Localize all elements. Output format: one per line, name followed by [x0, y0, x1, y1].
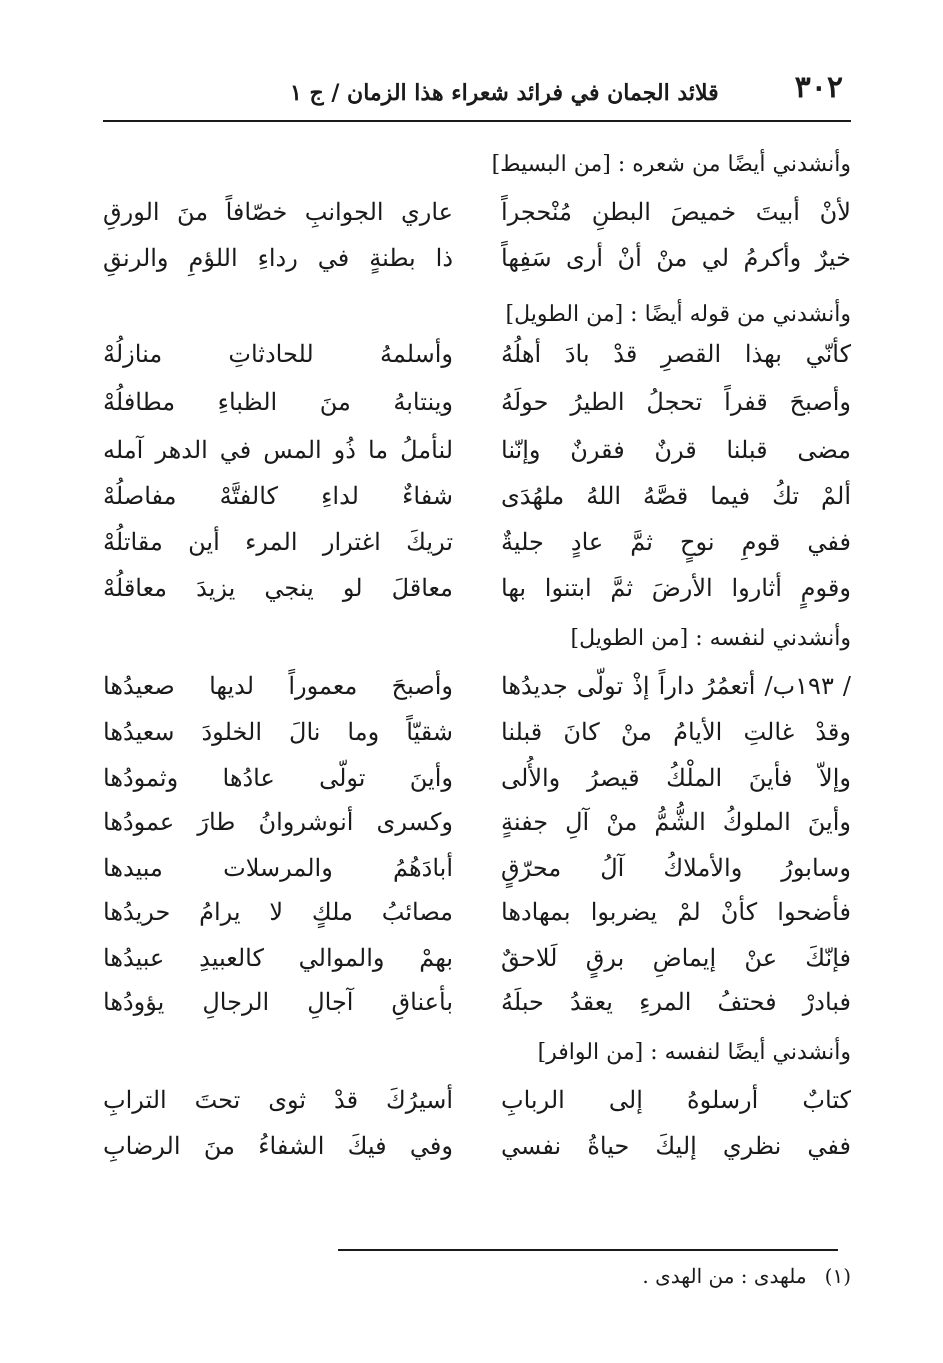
verse-second-hemistich: تريكَ اغترار المرء أين مقاتلُهْ — [103, 528, 453, 556]
verse-second-hemistich: بأعناقِ آجالِ الرجالِ يؤودُها — [103, 988, 453, 1016]
verse-first-hemistich: وإلاّ فأينَ الملْكُ قيصرُ والأُلى — [501, 764, 851, 792]
verse-second-hemistich: وكسرى أنوشروانُ طارَ عمودُها — [103, 808, 453, 836]
verse-first-hemistich: ألمْ تكُ فيما قصَّهُ اللهُ ملهُدَى — [501, 482, 851, 510]
verse-second-hemistich: أبادَهُمُ والمرسلات مبيدها — [103, 854, 453, 882]
verse-second-hemistich: وأصبحَ معموراً لديها صعيدُها — [103, 672, 453, 700]
poem-intro: وأنشدني من قوله أيضًا : [من الطويل] — [505, 302, 851, 327]
verse-first-hemistich: فأضحوا كأنْ لمْ يضربوا بمهادها — [501, 898, 851, 926]
verse-second-hemistich: وأينَ تولّى عادُها وثمودُها — [103, 764, 453, 792]
running-title: قلائد الجمان في فرائد شعراء هذا الزمان / ج ١ — [290, 80, 719, 106]
verse-first-hemistich: مضى قبلنا قرنٌ فقرنٌ وإنّنا — [501, 436, 851, 464]
verse-first-hemistich: وقومٍ أثاروا الأرضَ ثمَّ ابتنوا بها — [501, 574, 851, 602]
verse-second-hemistich: وفي فيكَ الشفاءُ منَ الرضابِ — [103, 1132, 453, 1160]
verse-first-hemistich: وأينَ الملوكُ الشُّمُّ منْ آلِ جفنةٍ — [501, 808, 851, 836]
verse-first-hemistich: لأنْ أبيتَ خميصَ البطنِ مُنْحجراً — [501, 198, 851, 226]
verse-second-hemistich: ذا بطنةٍ في رداءِ اللؤمِ والرنقِ — [103, 244, 453, 272]
verse-first-hemistich: وقدْ غالتِ الأيامُ منْ كانَ قبلنا — [501, 718, 851, 746]
poem-intro: وأنشدني أيضًا لنفسه : [من الوافر] — [537, 1040, 851, 1065]
verse-first-hemistich: ففي قومِ نوحٍ ثمَّ عادٍ جليةٌ — [501, 528, 851, 556]
verse-first-hemistich: كأنّي بهذا القصرِ قدْ بادَ أهلُهُ — [501, 340, 851, 368]
verse-first-hemistich: ففي نظري إليكَ حياةُ نفسي — [501, 1132, 851, 1160]
verse-first-hemistich: / ١٩٣ب/ أتعمُرُ داراً إذْ تولّى جديدُها — [501, 672, 851, 700]
verse-second-hemistich: لنأملُ ما ذُو المس في الدهر آمله — [103, 436, 453, 464]
footnote-text: ملهدى : من الهدى . — [642, 1264, 807, 1288]
poem-intro: وأنشدني أيضًا من شعره : [من البسيط] — [491, 152, 851, 177]
footnote-rule — [338, 1249, 838, 1251]
verse-second-hemistich: شقيّاً وما نالَ الخلودَ سعيدُها — [103, 718, 453, 746]
verse-first-hemistich: كتابٌ أرسلوهُ إلى الربابِ — [501, 1086, 851, 1114]
verse-first-hemistich: وسابورُ والأملاكُ آلُ محرّقٍ — [501, 854, 851, 882]
page-number: ٣٠٢ — [794, 70, 843, 105]
footnote — [642, 1264, 851, 1288]
verse-first-hemistich: وأصبحَ قفراً تحجلُ الطيرُ حولَهُ — [501, 388, 851, 416]
header-rule — [103, 120, 851, 122]
verse-first-hemistich: فبادرْ فحتفُ المرءِ يعقدُ حبلَهُ — [501, 988, 851, 1016]
verse-first-hemistich: خيرٌ وأكرمُ لي منْ أنْ أرى سَفِهاً — [501, 244, 851, 272]
verse-second-hemistich: شفاءٌ لداءِ كالفتَّهْ مفاصلُهْ — [103, 482, 453, 510]
verse-second-hemistich: أسيرُكَ قدْ ثوى تحتَ الترابِ — [103, 1086, 453, 1114]
verse-second-hemistich: وأسلمهُ للحادثاتِ منازلُهْ — [103, 340, 453, 368]
verse-second-hemistich: وينتابهُ منَ الظباءِ مطافلُهْ — [103, 388, 453, 416]
verse-second-hemistich: عاري الجوانبِ خصّافاً منَ الورقِ — [103, 198, 453, 226]
verse-first-hemistich: فإنّكَ عنْ إيماضِ برقٍ لَلاحقٌ — [501, 944, 851, 972]
poem-intro: وأنشدني لنفسه : [من الطويل] — [570, 626, 851, 651]
verse-second-hemistich: مصائبُ ملكٍ لا يرامُ حريدُها — [103, 898, 453, 926]
footnote-number: (١) — [824, 1264, 851, 1288]
page-header — [100, 70, 843, 112]
verse-second-hemistich: بهمْ والموالي كالعبيدِ عبيدُها — [103, 944, 453, 972]
verse-second-hemistich: معاقلَ لو ينجي يزيدَ معاقلُهْ — [103, 574, 453, 602]
